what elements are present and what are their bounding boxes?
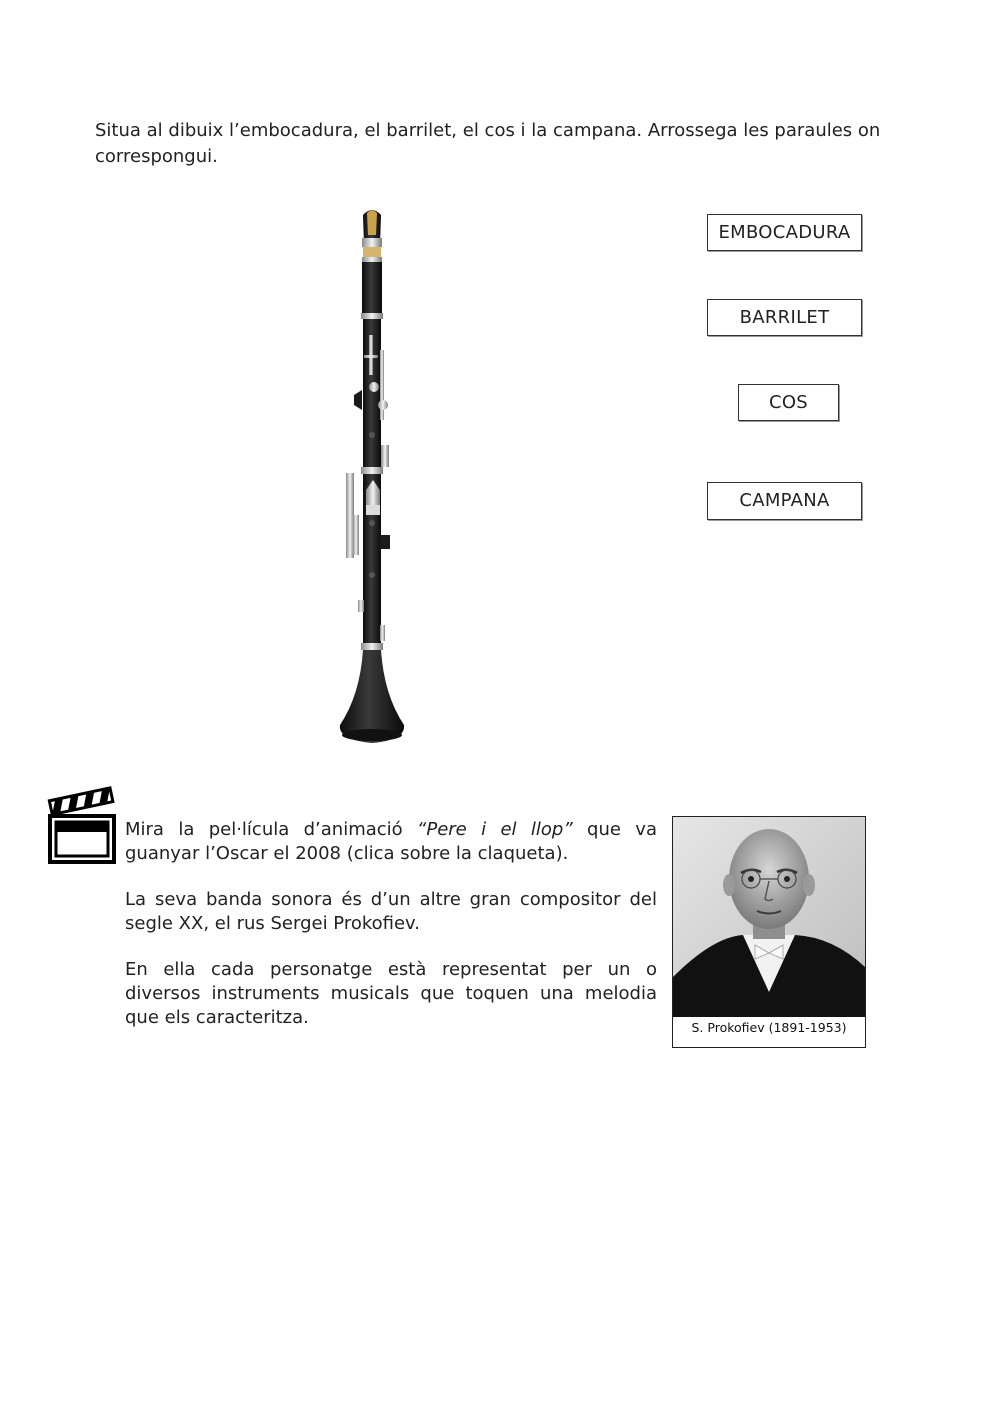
- word-campana[interactable]: CAMPANA: [707, 482, 862, 520]
- film-paragraph-3: En ella cada personatge està representat per un o diversos instruments musicals que toquen una melodia que els caracteritza.: [125, 959, 657, 1028]
- film-paragraph-1: Mira la pel·lícula d’animació “Pere i el llop” que va guanyar l’Oscar el 2008 (clica sobre la claqueta).: [125, 819, 657, 864]
- word-cos[interactable]: COS: [738, 384, 839, 421]
- film-title[interactable]: “Pere i el llop”: [417, 819, 573, 840]
- word-embocadura[interactable]: EMBOCADURA: [707, 214, 862, 251]
- film-paragraph-2: La seva banda sonora és d’un altre gran compositor del segle XX, el rus Sergei Prokofiev.: [125, 889, 657, 934]
- film-description: [125, 818, 657, 1052]
- clarinet-image: [336, 205, 416, 750]
- clapperboard-icon[interactable]: [46, 786, 120, 868]
- prokofiev-photo: [673, 817, 865, 1017]
- prokofiev-photo-frame: [672, 816, 866, 1048]
- photo-caption: S. Prokofiev (1891-1953): [691, 1020, 847, 1035]
- word-barrilet[interactable]: BARRILET: [707, 299, 862, 336]
- instruction-text: Situa al dibuix l’embocadura, el barrilet, el cos i la campana. Arrossega les paraules on correspongui.: [95, 120, 881, 167]
